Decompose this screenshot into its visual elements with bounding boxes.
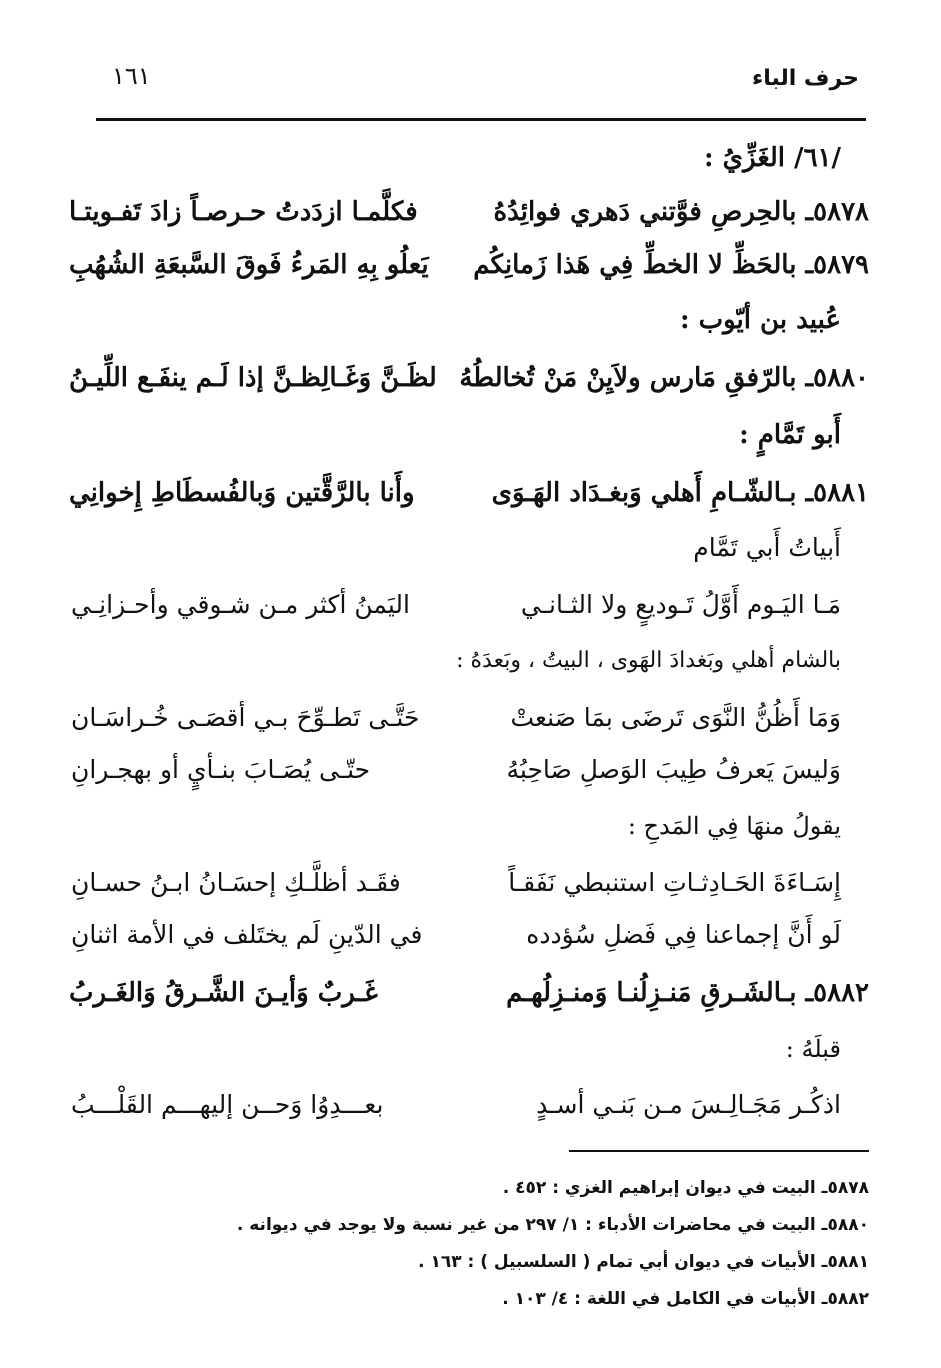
verse-second-hemistich: غَـربٌ وَأيـنَ الشَّـرقُ وَالغَـربُ xyxy=(69,978,378,1008)
footnote: ٥٨٧٨ـ البيت في ديوان إبراهيم الغزي : ٤٥٢ . xyxy=(502,1178,869,1198)
poet-name: عُبيد بن أيّوب : xyxy=(679,305,841,335)
verse-first-hemistich: لَو أَنَّ إجماعنا فِي فَضلِ سُؤدده xyxy=(526,920,841,949)
verse-first-hemistich: ٥٨٧٩ـ بالحَظِّ لا الخطِّ فِي هَذا زَمانِكُم xyxy=(473,250,869,280)
verse-second-hemistich: حتّـى يُصَـابَ بنـأيٍ أو بهجـرانِ xyxy=(71,755,371,784)
verse-line xyxy=(71,590,841,638)
prose-text: قبلَهُ : xyxy=(785,1035,841,1063)
verse-line xyxy=(69,197,869,245)
verse-first-hemistich: وَمَا أَظُنُّ النَّوَى تَرضَى بمَا صَنعتْ xyxy=(510,703,841,732)
prose-text: بالشام أهلي وبَغدادَ الهَوى ، البيتُ ، وبَعدَهُ : xyxy=(456,648,841,673)
verse-first-hemistich: مَـا اليَـوم أَوَّلُ تَـوديعٍ ولا الثـانـي xyxy=(520,590,841,619)
prose-line xyxy=(101,1035,841,1083)
verse-first-hemistich: وَليسَ يَعرفُ طِيبَ الوَصلِ صَاحِبُهُ xyxy=(506,755,841,784)
verse-second-hemistich: وأَنا بالرَّقَّتين وَبالفُسطَاطِ إِخوانِي xyxy=(69,478,415,508)
verse-second-hemistich: يَعلُو بِهِ المَرءُ فَوقَ السَّبعَةِ الشُهُبِ xyxy=(69,250,429,280)
subheading-line xyxy=(101,533,841,581)
verse-line xyxy=(71,755,841,803)
header-divider xyxy=(96,118,866,121)
verse-second-hemistich: بعـــدِوُا وَحــن إليهـــم القَلْـــبُ xyxy=(71,1090,384,1119)
poet-name: أَبو تَمَّامٍ : xyxy=(739,420,841,450)
page-number: ١٦١ xyxy=(112,62,151,90)
verse-first-hemistich: ٥٨٨٠ـ بالرّفقِ مَارس ولاَيِنْ مَنْ تُخالطُهُ xyxy=(459,363,869,393)
prose-line xyxy=(101,812,841,860)
verse-first-hemistich: إِسَـاءَةَ الحَـادِثـاتِ استنبطي نَفَقـاً xyxy=(508,868,841,897)
verse-second-hemistich: فقَـد أظلَّـكِ إحسَـانُ ابـنُ حسـانِ xyxy=(71,868,401,897)
verse-second-hemistich: في الدّينِ لَم يختَلف في الأمة اثنانِ xyxy=(71,920,423,949)
subheading: أَبياتُ أَبي تَمَّام xyxy=(693,533,841,562)
section-heading: /٦١/ الغَزِّيُ : xyxy=(703,143,841,173)
verse-line xyxy=(69,363,869,411)
prose-text: يقولُ منهَا فِي المَدحِ : xyxy=(627,812,841,840)
verse-line xyxy=(71,868,841,916)
verse-line xyxy=(71,1090,841,1138)
verse-first-hemistich: ٥٨٨١ـ بـالشّـامِ أَهلي وَبغـدَاد الهَـوَى xyxy=(491,478,869,508)
verse-first-hemistich: ٥٨٨٢ـ بـالشَـرقِ مَنـزِلُنـا وَمنـزِلُهـم xyxy=(506,978,869,1008)
poet-name-line xyxy=(101,305,841,353)
prose-line xyxy=(101,648,841,696)
footnote: ٥٨٨١ـ الأبيات في ديوان أبي تمام ( السلسبيل ) : ١٦٣ . xyxy=(418,1252,869,1272)
verse-line xyxy=(69,250,869,298)
verse-line xyxy=(71,703,841,751)
verse-line xyxy=(71,920,841,968)
verse-second-hemistich: لظَـنَّ وَغَـالِظـنَّ إذا لَـم ينفَـع اللِّيـنُ xyxy=(69,363,437,393)
verse-line xyxy=(69,978,869,1026)
verse-first-hemistich: ٥٨٧٨ـ بالحِرصِ فوَّتني دَهري فوائِدُهُ xyxy=(493,197,869,227)
footnote: ٥٨٨٢ـ الأبيات في الكامل في اللغة : ٤/ ١٠٣ . xyxy=(502,1289,869,1309)
section-heading-line xyxy=(101,143,841,191)
verse-first-hemistich: اذكُـر مَجَـالِـسَ مـن بَنـي أسـدٍ xyxy=(536,1090,841,1119)
poet-name-line xyxy=(101,420,841,468)
footnote-divider xyxy=(569,1150,869,1152)
verse-line xyxy=(69,478,869,526)
verse-second-hemistich: حَتَّـى تَطـوِّحَ بـي أقصَـى خُـراسَـان xyxy=(71,703,420,732)
footnote: ٥٨٨٠ـ البيت في محاضرات الأدباء : ١/ ٢٩٧ من غير نسبة ولا يوجد في ديوانه . xyxy=(236,1215,869,1235)
verse-second-hemistich: اليَمنُ أكثر مـن شـوقي وأحـزانِـي xyxy=(71,590,410,619)
verse-second-hemistich: فكلَّمـا ازدَدتُ حـرصـاً زادَ تَفـويتـا xyxy=(69,197,418,227)
running-header-title: حرف الباء xyxy=(751,66,859,91)
